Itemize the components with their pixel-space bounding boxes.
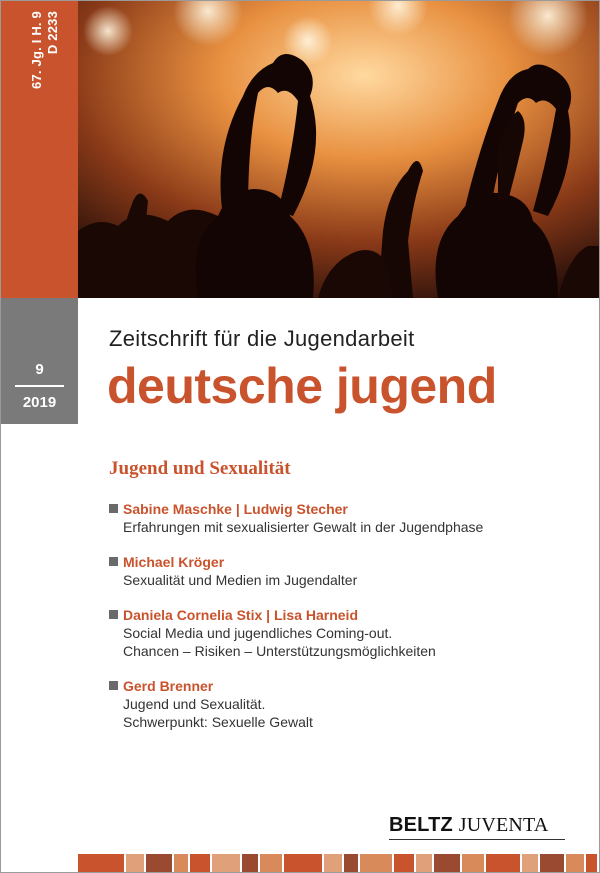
strip-segment: [78, 854, 124, 872]
strip-segment: [242, 854, 258, 872]
list-item: [109, 553, 579, 589]
magazine-title: deutsche jugend: [107, 358, 497, 414]
strip-segment: [540, 854, 564, 872]
square-bullet-icon: [109, 504, 118, 513]
strip-segment: [522, 854, 538, 872]
issue-number: 9: [35, 361, 44, 378]
entry-author: Sabine Maschke | Ludwig Stecher: [123, 501, 348, 517]
strip-segment: [146, 854, 172, 872]
issue-theme: Jugend und Sexualität: [109, 458, 291, 479]
cover-photo: [78, 1, 599, 298]
contents-list: [109, 500, 579, 748]
strip-segment: [260, 854, 282, 872]
publisher-name-part1: BELTZ: [389, 814, 453, 836]
entry-title: Erfahrungen mit sexualisierter Gewalt in der Jugendphase: [123, 519, 484, 535]
publisher-underline: [389, 839, 565, 840]
publisher-name-part2: JUVENTA: [458, 814, 549, 836]
strip-segment: [416, 854, 432, 872]
strip-segment: [360, 854, 392, 872]
strip-segment: [586, 854, 597, 872]
square-bullet-icon: [109, 610, 118, 619]
entry-title-line2: Chancen – Risiken – Unterstützungsmöglichkeiten: [123, 643, 436, 659]
publisher-logo: [389, 814, 549, 837]
strip-segment: [566, 854, 584, 872]
magazine-subtitle: Zeitschrift für die Jugendarbeit: [109, 326, 415, 351]
entry-title: Jugend und Sexualität.: [123, 696, 266, 712]
strip-segment: [324, 854, 342, 872]
strip-segment: [126, 854, 144, 872]
issue-year: 2019: [22, 394, 57, 411]
strip-segment: [394, 854, 414, 872]
strip-segment: [174, 854, 188, 872]
decorative-color-strip: [78, 854, 599, 872]
entry-title: Sexualität und Medien im Jugendalter: [123, 572, 358, 588]
strip-segment: [462, 854, 484, 872]
entry-author: Gerd Brenner: [123, 678, 214, 694]
strip-segment: [434, 854, 460, 872]
entry-author: Michael Kröger: [123, 554, 225, 570]
list-item: [109, 500, 579, 536]
square-bullet-icon: [109, 557, 118, 566]
postal-code-label: D 2233: [45, 11, 60, 55]
volume-issue-label: 67. Jg. I H. 9: [29, 11, 44, 89]
spine-text: [1, 1, 78, 298]
entry-author: Daniela Cornelia Stix | Lisa Harneid: [123, 607, 358, 623]
list-item: [109, 677, 579, 731]
strip-segment: [344, 854, 358, 872]
strip-segment: [486, 854, 520, 872]
list-item: [109, 606, 579, 660]
issue-divider: [15, 385, 64, 387]
square-bullet-icon: [109, 681, 118, 690]
strip-segment: [284, 854, 322, 872]
strip-segment: [212, 854, 240, 872]
entry-title-line2: Schwerpunkt: Sexuelle Gewalt: [123, 714, 313, 730]
strip-segment: [190, 854, 210, 872]
entry-title: Social Media und jugendliches Coming-out.: [123, 625, 393, 641]
